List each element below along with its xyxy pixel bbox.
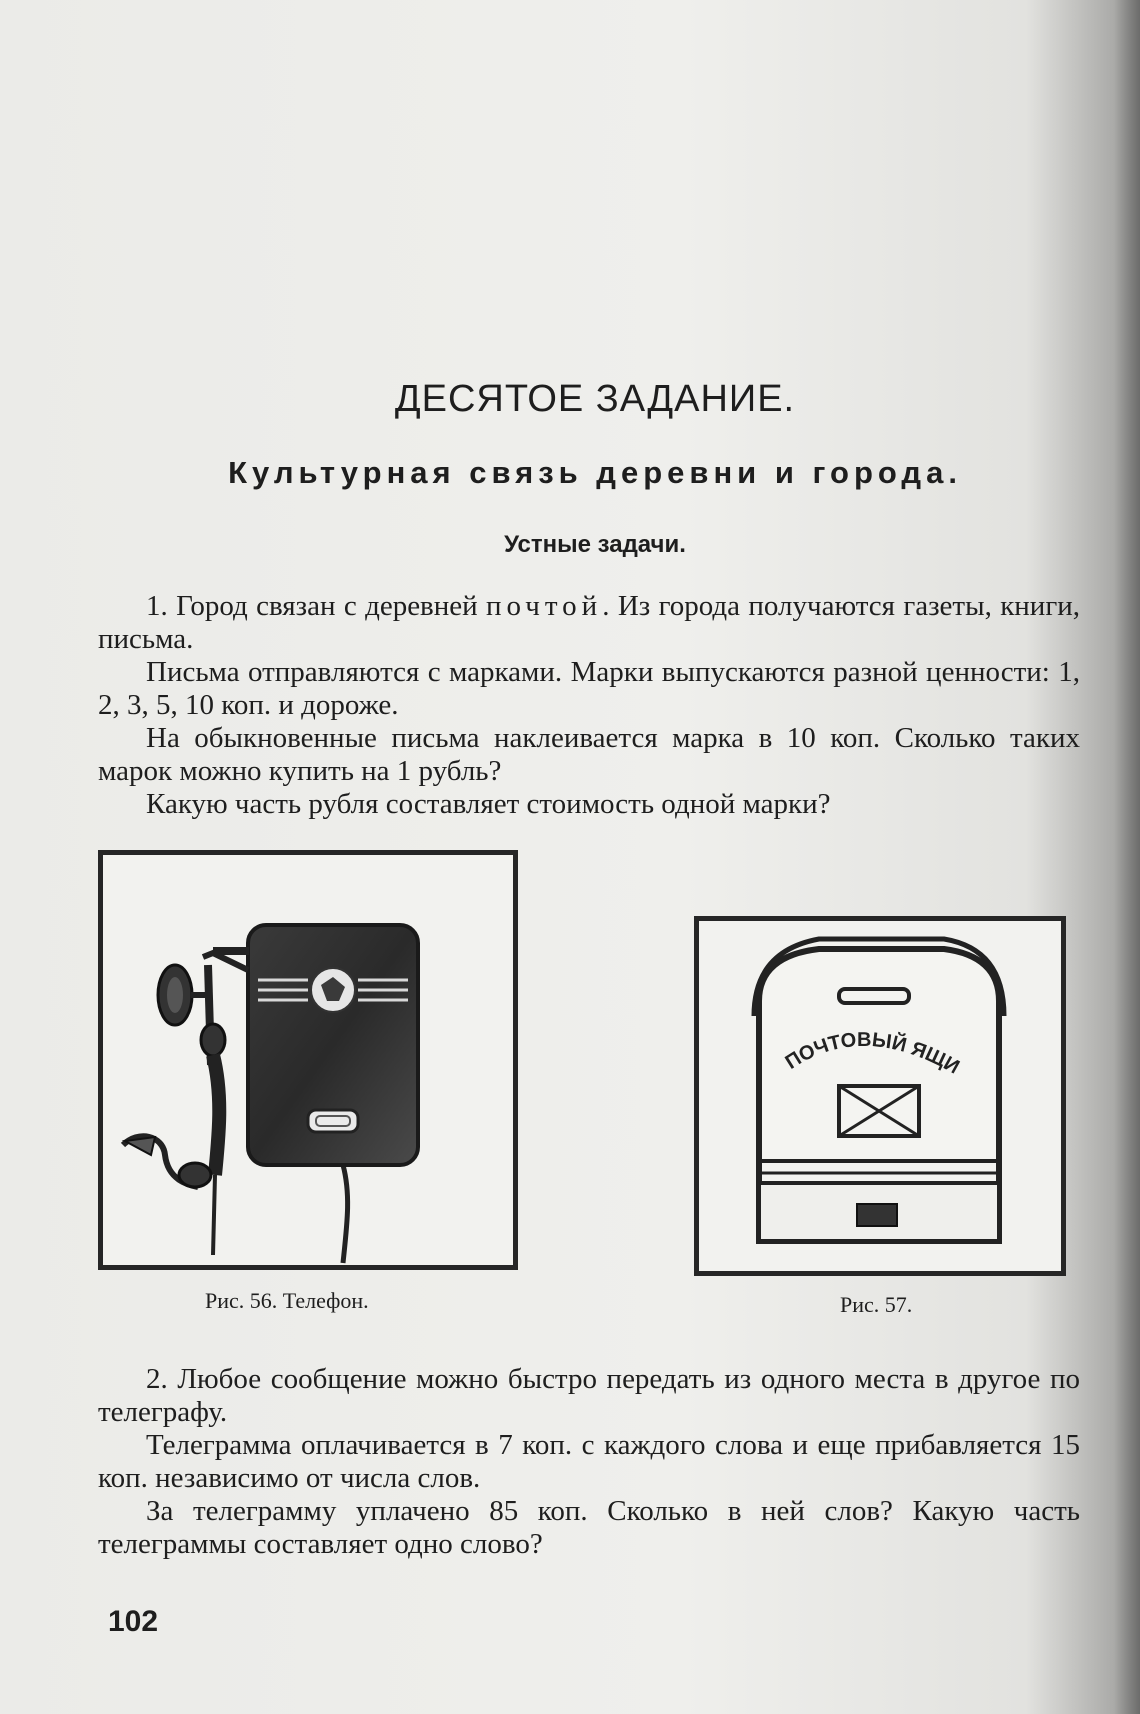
page-number: 102 [108, 1605, 159, 1638]
problem-2-paragraph-3: За телеграмму уплачено 85 коп. Сколько в ней слов? Какую часть телеграммы составляет одно слово? [98, 1495, 1080, 1560]
problem-1-paragraph-1 [98, 590, 1080, 656]
problem-1-paragraph-4: Какую часть рубля составляет стоимость одной марки? [146, 788, 831, 820]
mailbox-illustration [699, 921, 1061, 1271]
section-subtitle: Культурная связь деревни и города. [228, 455, 962, 490]
figure-telephone [98, 850, 518, 1270]
problem-2-paragraph-1: 2. Любое сообщение можно быстро передать из одного места в другое по телеграфу. [98, 1363, 1080, 1428]
section-title: ДЕСЯТОЕ ЗАДАНИЕ. [394, 378, 796, 420]
problem-2 [98, 1363, 1080, 1561]
problem-1-emphasis: почтой [486, 590, 603, 622]
subsection-heading: Устные задачи. [504, 531, 686, 558]
problem-1-text-b: . Из города получаются газеты, книги, письма. [98, 590, 1080, 655]
page-edge-shadow [1114, 0, 1140, 1714]
mailbox-label: ПОЧТОВЫЙ ЯЩИ [781, 1028, 963, 1079]
problem-1 [98, 590, 1080, 821]
problem-1-paragraph-3: На обыкновенные письма наклеивается марка в 10 коп. Сколько таких марок можно купить на 1 рубль? [98, 722, 1080, 787]
figure-mailbox [694, 916, 1066, 1276]
figure-56-caption: Рис. 56. Телефон. [205, 1288, 369, 1313]
problem-1-paragraph-2: Письма отправляются с марками. Марки выпускаются разной ценности: 1, 2, 3, 5, 10 коп. и дороже. [98, 656, 1080, 721]
figure-57-caption: Рис. 57. [840, 1292, 913, 1317]
problem-1-text-a: 1. Город связан с деревней [146, 590, 487, 622]
problem-2-paragraph-2: Телеграмма оплачивается в 7 коп. с каждого слова и еще прибавляется 15 коп. независимо от числа слов. [98, 1429, 1080, 1494]
telephone-illustration [103, 855, 513, 1265]
